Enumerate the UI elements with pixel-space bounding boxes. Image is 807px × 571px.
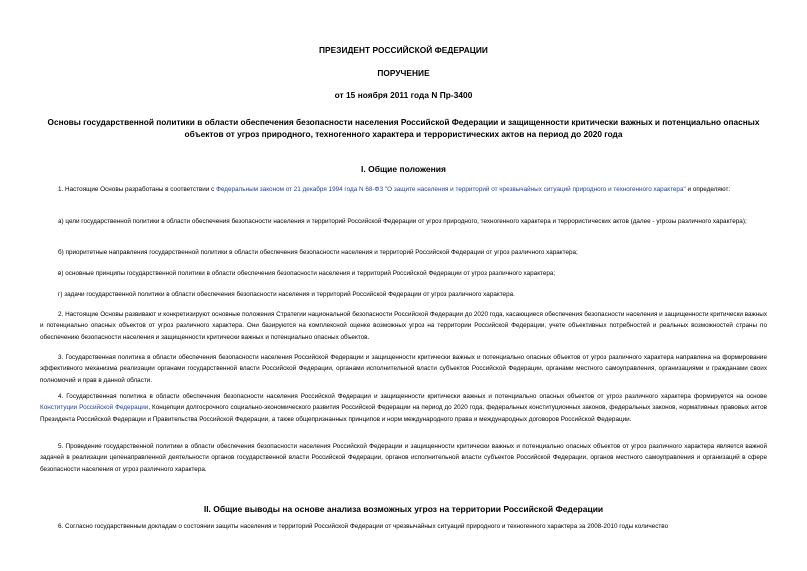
paragraph-1-text-end: и определяют: — [685, 186, 731, 193]
paragraph-2: 2. Настоящие Основы развивают и конкретизируют основные положения Стратегии национальной безопасности Российской Федерации до 2020 года, касающиеся обеспечения безопасности населения и защищенности критически важных и потенциально опасных объектов от угроз различного характера. Они базируются на комплексной оценке возможных угроз на территории Российской Федерации, учете объективных потребностей и реальных возможностей страны по обеспечению безопасности населения и защищенности критически важных и потенциально опасных объектов. — [40, 311, 767, 341]
paragraph-1v: в) основные принципы государственной политики в области обеспечения безопасности населения и территорий Российской Федерации от угроз различного характера; — [58, 270, 556, 277]
paragraph-4-text-start: 4. Государственная политика в области обеспечения безопасности населения Российской Федерации и защищенности критически важных и потенциально опасных объектов от угроз различного характера формируется на основе — [58, 393, 767, 400]
paragraph-1g: г) задачи государственной политики в области обеспечения безопасности населения и территорий Российской Федерации от угроз различного характера. — [58, 291, 515, 298]
paragraph-1a: а) цели государственной политики в области обеспечения безопасности населения и территорий Российской Федерации от угроз природного, техногенного характера и террористических актов (далее - угрозы различного характера); — [58, 218, 747, 225]
doc-type-heading: ПОРУЧЕНИЕ — [377, 68, 430, 78]
issuer-heading: ПРЕЗИДЕНТ РОССИЙСКОЙ ФЕДЕРАЦИИ — [319, 45, 488, 55]
paragraph-5: 5. Проведение государственной политики в области обеспечения безопасности населения Российской Федерации и защищенности критически важных и потенциально опасных объектов от угроз различного характера является важной задачей в реализации целенаправленной деятельности органов государственной власти Российской Федерации, органов исполнительной власти субъектов Российской Федерации, органов местного самоуправления и организаций в сфере безопасности населения от угроз различного характера. — [40, 443, 767, 473]
date-number-heading: от 15 ноября 2011 года N Пр-3400 — [334, 90, 473, 100]
paragraph-6: 6. Согласно государственным докладам о состоянии защиты населения и территорий Российской Федерации от чрезвычайных ситуаций природного и техногенного характера за 2008-2010 годы количество — [58, 523, 669, 530]
federal-law-link[interactable]: Федеральным законом от 21 декабря 1994 года N 68-ФЗ "О защите населения и территорий от чрезвычайных ситуаций природного и техногенного характера" — [216, 186, 686, 193]
section-2-heading: II. Общие выводы на основе анализа возможных угроз на территории Российской Федерации — [203, 504, 604, 514]
section-1-heading: I. Общие положения — [361, 164, 446, 174]
paragraph-1b: б) приоритетные направления государственной политики в области обеспечения безопасности населения и территорий Российской Федерации от угроз различного характера; — [58, 249, 578, 256]
document-title: Основы государственной политики в области обеспечения безопасности населения Российской Федерации и защищенности критически важных и потенциально опасных объектов от угроз природного, техногенного характера и террористических актов на период до 2020 года — [47, 117, 760, 139]
paragraph-1 — [40, 184, 767, 195]
paragraph-1-text-start: 1. Настоящие Основы разработаны в соответствии с — [58, 186, 217, 193]
paragraph-4-text-end: , Концепции долгосрочного социально-экономического развития Российской Федерации на период до 2020 года, федеральных конституционных законов, федеральных законов, нормативных правовых актов Президента Российской Федерации и Правительства Российской Федерации, а также общепризнанных принципов и норм международного права и международных договоров Российской Федерации. — [40, 404, 767, 423]
paragraph-4 — [40, 391, 767, 425]
constitution-link[interactable]: Конституции Российской Федерации — [40, 404, 149, 412]
paragraph-3: 3. Государственная политика в области обеспечения безопасности населения Российской Федерации и защищенности критически важных и потенциально опасных объектов от угроз различного характера направлена на формирование эффективного механизма реализации органами государственной власти Российской Федерации, органами исполнительной власти субъектов Российской Федерации, органами местного самоуправления, организациями и гражданами своих полномочий и прав в данной области. — [40, 354, 767, 384]
